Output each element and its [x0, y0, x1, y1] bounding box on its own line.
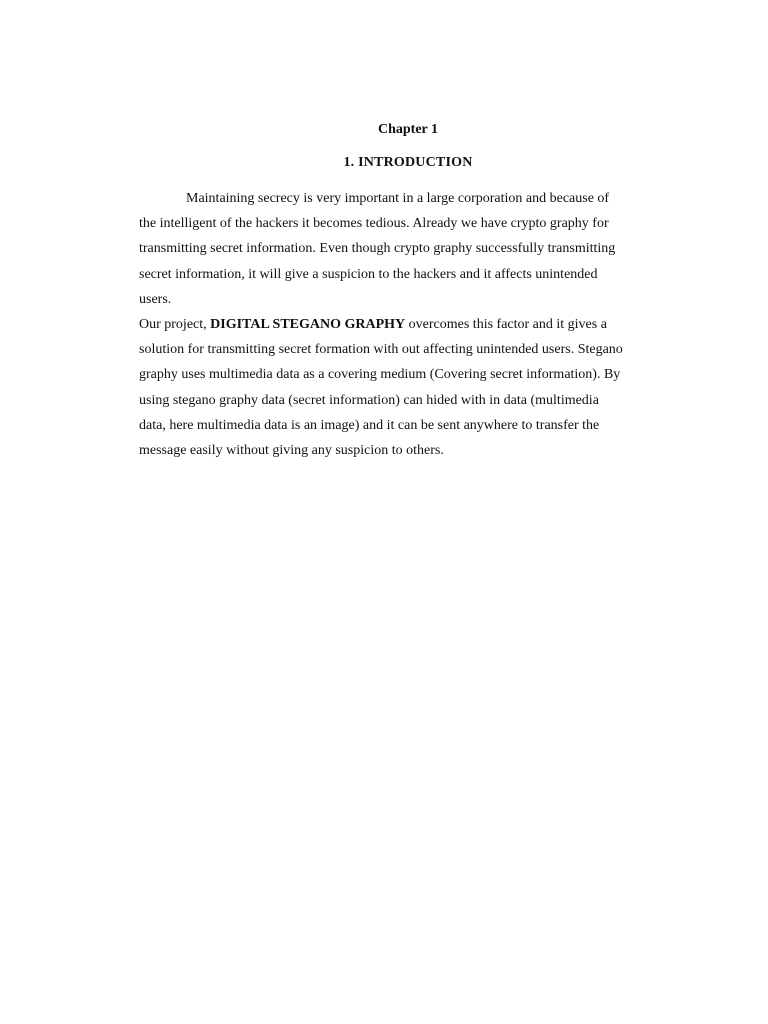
body-text	[139, 186, 659, 463]
paragraph-text: Our project,	[139, 317, 211, 333]
paragraph-line: solution for transmitting secret formation with out affecting unintended users. Stegano	[139, 342, 623, 358]
paragraph-line: Maintaining secrecy is very important in a large corporation and because of	[186, 191, 610, 206]
section-heading: 1. INTRODUCTION	[343, 155, 473, 170]
paragraph-line: secret information, it will give a suspicion to the hackers and it affects unintended	[139, 266, 598, 282]
paragraph-line: message easily without giving any suspicion to others.	[139, 443, 444, 459]
paragraph-line: transmitting secret information. Even though crypto graphy successfully transmitting	[139, 241, 616, 257]
paragraph-line: using stegano graphy data (secret information) can hided with in data (multimedia	[139, 392, 599, 408]
paragraph-line: data, here multimedia data is an image) and it can be sent anywhere to transfer the	[139, 417, 600, 433]
paragraph-line: the intelligent of the hackers it becomes tedious. Already we have crypto graphy for	[139, 216, 609, 232]
paragraph-line: graphy uses multimedia data as a covering medium (Covering secret information). By	[139, 367, 621, 383]
chapter-label: Chapter 1	[377, 122, 439, 137]
paragraph-text: overcomes this factor and it gives a	[405, 317, 607, 333]
paragraph-intro	[139, 186, 659, 312]
paragraph-line: users.	[139, 291, 172, 307]
project-name: DIGITAL STEGANO GRAPHY	[210, 317, 406, 333]
paragraph-project	[139, 312, 659, 463]
paragraph-line	[139, 312, 659, 337]
